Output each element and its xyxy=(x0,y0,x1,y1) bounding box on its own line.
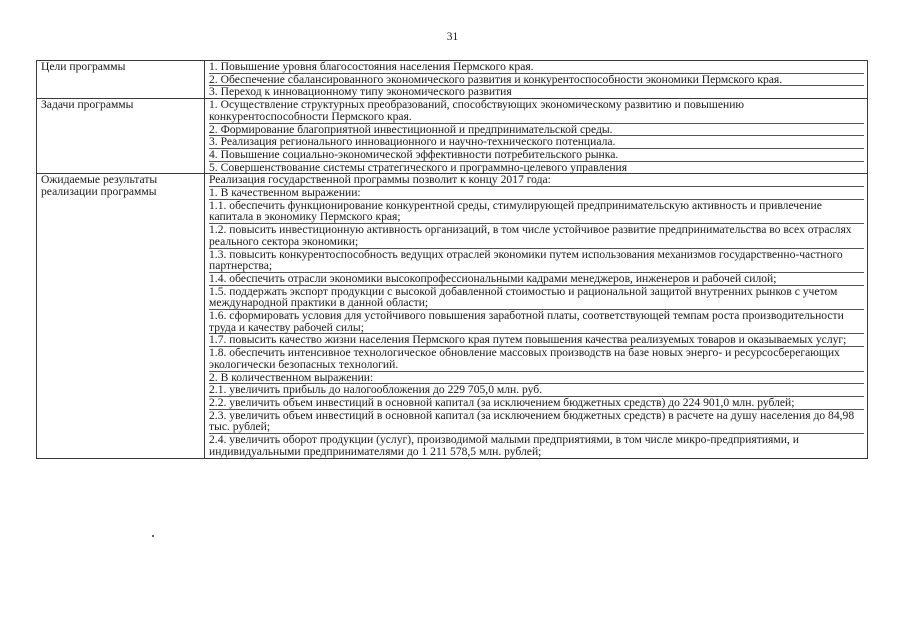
list-item: 1.8. обеспечить интенсивное технологическое обновление массовых производств на базе новых энерго- и ресурсосберегающих экологически безопасных технологий. xyxy=(209,346,864,370)
row-content xyxy=(205,174,868,458)
scan-speck xyxy=(152,535,154,537)
list-item: 1.2. повысить инвестиционную активность организаций, в том числе устойчивое развитие предпринимательства во всех отраслях реального сектора экономики; xyxy=(209,223,864,247)
list-item: 1.7. повысить качество жизни населения Пермского края путем повышения качества реализуемых товаров и оказываемых услуг; xyxy=(209,333,864,346)
row-label: Задачи программы xyxy=(37,99,205,174)
list-item: 3. Переход к инновационному типу экономического развития xyxy=(209,85,864,98)
table-row-expected-results xyxy=(37,174,868,458)
list-item: 1.4. обеспечить отрасли экономики высокопрофессиональными кадрами менеджеров, инженеров и рабочей силой; xyxy=(209,272,864,285)
list-item: 1.1. обеспечить функционирование конкурентной среды, стимулирующей предпринимательскую активность и привлечение капитала в экономику Пермского края; xyxy=(209,199,864,223)
list-item: 4. Повышение социально-экономической эффективности потребительского рынка. xyxy=(209,148,864,161)
list-item: 2. Обеспечение сбалансированного экономического развития и конкурентоспособности экономики Пермского края. xyxy=(209,73,864,86)
list-item: 1.5. поддержать экспорт продукции с высокой добавленной стоимостью и рациональной защитой внутренних рынков с учетом международной практики в данной области; xyxy=(209,285,864,309)
table-row-goals xyxy=(37,61,868,99)
list-item: 1. Повышение уровня благосостояния населения Пермского края. xyxy=(209,60,534,73)
row-content xyxy=(205,99,868,174)
list-item: 1.3. повысить конкурентоспособность ведущих отраслей экономики путем использования механизмов государственно-частного партнерства; xyxy=(209,248,864,272)
list-item: 1. Осуществление структурных преобразований, способствующих экономическому развитию и повышению конкурентоспособности Пермского края. xyxy=(209,98,745,123)
table-row-tasks xyxy=(37,99,868,174)
list-item: 2.3. увеличить объем инвестиций в основной капитал (за исключением бюджетных средств) в расчете на душу населения до 84,98 тыс. рублей; xyxy=(209,409,864,433)
list-item: 2. Формирование благоприятной инвестиционной и предпринимательской среды. xyxy=(209,123,864,136)
list-item: 1. В качественном выражении: xyxy=(209,186,864,199)
list-item: 1.6. сформировать условия для устойчивого повышения заработной платы, соответствующей темпам роста производительности труда и качеству рабочей силы; xyxy=(209,309,864,333)
row-content xyxy=(205,61,868,99)
program-passport-table xyxy=(36,60,868,459)
page-number: 31 xyxy=(446,31,459,43)
list-item: 5. Совершенствование системы стратегического и программно-целевого управления xyxy=(209,161,864,174)
list-item: 2.4. увеличить оборот продукции (услуг), производимой малыми предприятиями, в том числе микро-предприятиями, и индивидуальными предпринимателями до 1 211 578,5 млн. рублей; xyxy=(209,433,864,457)
row-label: Цели программы xyxy=(37,61,205,99)
row-label: Ожидаемые результаты реализации программы xyxy=(37,174,205,458)
list-item: 3. Реализация регионального инновационного и научно-технического потенциала. xyxy=(209,135,864,148)
list-item: 2.2. увеличить объем инвестиций в основной капитал (за исключением бюджетных средств) до 224 901,0 млн. рублей; xyxy=(209,396,864,409)
list-item: 2. В количественном выражении: xyxy=(209,371,864,384)
list-item: 2.1. увеличить прибыль до налогообложения до 229 705,0 млн. руб. xyxy=(209,383,864,396)
list-item: Реализация государственной программы позволит к концу 2017 года: xyxy=(209,173,551,187)
